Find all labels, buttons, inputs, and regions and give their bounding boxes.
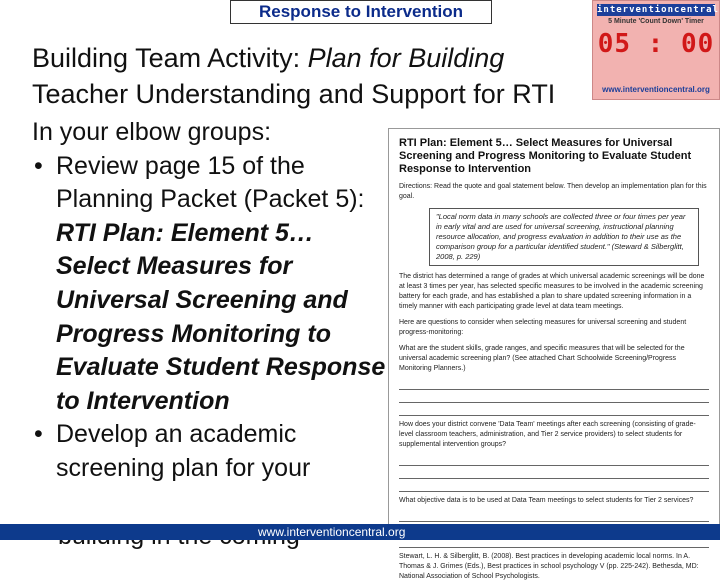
answer-line (399, 482, 709, 492)
answer-line (399, 512, 709, 522)
bullet1-plain: Review page 15 of the Planning Packet (Packet 5): (56, 151, 365, 214)
bullet-item-2 (56, 418, 392, 485)
title-line1-italic: Plan for Building (307, 43, 505, 73)
doc-question-3: What objective data is to be used at Data Team meetings to select students for Tier 2 services? (399, 497, 694, 504)
title-line1-plain: Building Team Activity: (32, 43, 308, 73)
doc-citation: Stewart, L. H. & Silberglitt, B. (2008). Best practices in developing academic local norms. In A. Thomas & J. Grimes (Eds.), Best practices in school psychology V (pp. 225-242). Bethesda, MD: National Association of School Psychologists. (399, 553, 699, 580)
doc-question-1: What are the student skills, grade ranges, and specific measures that will be selected for the universal academic screening plan? (See attached Chart Schoolwide Screening/Progress Monitoring Planners.) (399, 345, 685, 372)
timer-url: www.interventioncentral.org (602, 85, 710, 94)
doc-question-2: How does your district convene 'Data Team' meetings after each screening (consisting of grade-level classroom teachers, administration, and Tier 2 service providers) to select students for supplemental intervention groups? (399, 421, 696, 448)
answer-line (399, 380, 709, 390)
timer-brand: interventioncentral (597, 5, 719, 15)
doc-title: RTI Plan: Element 5… Select Measures for Universal Screening and Progress Monitoring to Evaluate Student Response to Intervention (399, 137, 692, 175)
doc-quote: "Local norm data in many schools are collected three or four times per year in early vital and are used for universal screening, instructional planning resource allocation, and progress evaluation in addition to their use as the comparison group for a particular identified student." (Steward & Silberglitt, 2008, p. 229) (429, 208, 699, 266)
timer-time: 05 : 00 (597, 29, 715, 59)
doc-directions: Directions: Read the quote and goal statement below. Then develop an implementation plan for this goal. (399, 183, 707, 200)
bullet-item-1 (56, 150, 392, 419)
header-banner: Response to Intervention (230, 0, 492, 24)
doc-goal: The district has determined a range of grades at which universal academic screenings will be done at least 3 times per year, has selected specific measures to be involved in the academic screening battery for each grade, and has established a plan to share updated screening information in a timely manner with each participating grade level at data team meetings. (399, 273, 705, 310)
answer-line (399, 393, 709, 403)
title-line2: Teacher Understanding and Support for RTI (32, 79, 556, 109)
bullet-list (32, 150, 392, 486)
planning-packet-page (388, 128, 720, 580)
footer-url[interactable]: www.interventioncentral.org (258, 525, 406, 539)
answer-line (399, 406, 709, 416)
answer-line (399, 469, 709, 479)
intro-text: In your elbow groups: (32, 118, 272, 146)
slide-title (32, 40, 555, 112)
bullet2-text: Develop an academic screening plan for your (56, 420, 311, 482)
answer-line (399, 456, 709, 466)
doc-questions-intro: Here are questions to consider when selecting measures for universal screening and student progress-monitoring: (399, 319, 687, 336)
bullet1-bold: RTI Plan: Element 5… Select Measures for Universal Screening and Progress Monitoring to Evaluate Student Response to Intervention (56, 218, 386, 415)
slide-body (32, 116, 392, 486)
timer-subtitle: 5 Minute 'Count Down' Timer (608, 18, 704, 25)
countdown-timer[interactable] (592, 0, 720, 100)
